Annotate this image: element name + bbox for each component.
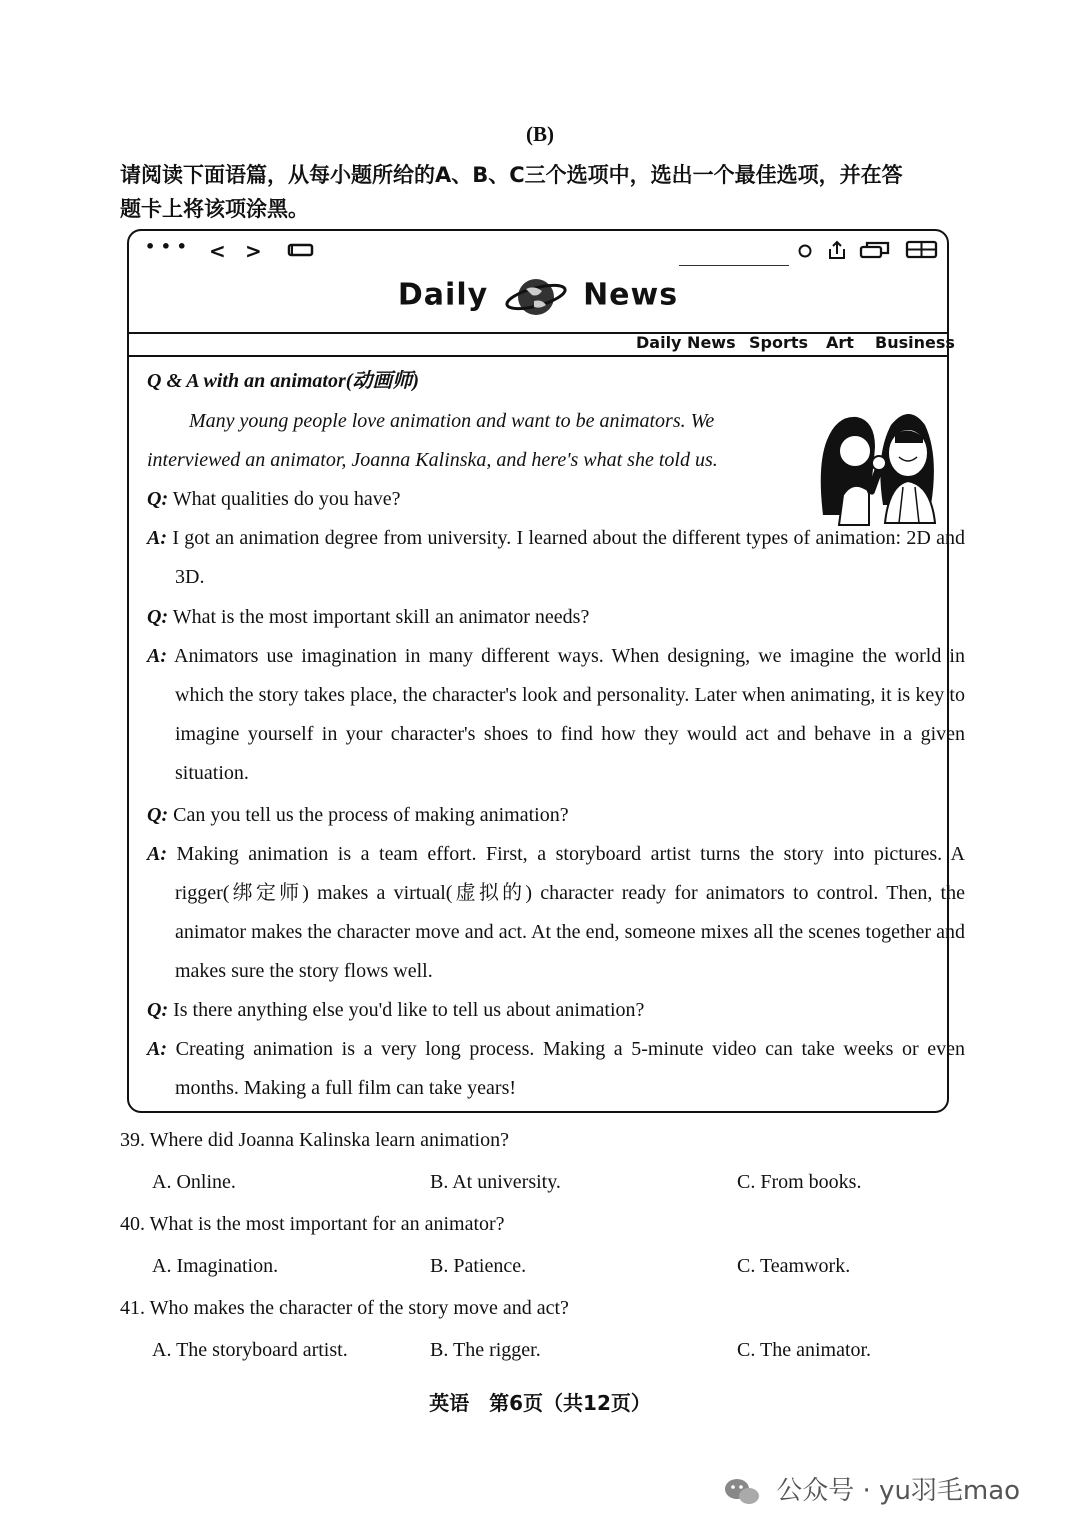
qa-text: I got an animation degree from university. I learned about the different types of animation: 2D and 3D.	[172, 527, 966, 588]
qa-item: Q: What qualities do you have?	[147, 488, 401, 510]
q41-option-c[interactable]: C. The animator.	[737, 1339, 872, 1361]
nav-sports[interactable]: Sports	[749, 333, 809, 352]
qa-text: What is the most important skill an animator needs?	[172, 606, 590, 628]
q41-option-a[interactable]: A. The storyboard artist.	[152, 1339, 348, 1361]
tabs-overview-icon[interactable]	[859, 240, 891, 260]
address-bar[interactable]	[679, 265, 789, 266]
logo-text-news: News	[583, 277, 679, 313]
q40-option-a[interactable]: A. Imagination.	[152, 1255, 279, 1277]
more-menu-icon[interactable]: • • •	[145, 237, 187, 256]
forward-button[interactable]: >	[245, 239, 262, 263]
logo-text-daily: Daily	[397, 277, 489, 313]
qa-item: A: I got an animation degree from university. I learned about the different types of animation: 2D and 3D.	[147, 527, 966, 588]
wechat-icon	[722, 1476, 762, 1508]
browser-window	[127, 229, 966, 1113]
share-icon[interactable]	[826, 239, 848, 261]
article-intro-line-2: interviewed an animator, Joanna Kalinska, and here's what she told us.	[147, 449, 718, 471]
qa-text: Making animation is a team effort. First, a storyboard artist turns the story into pictures. A rigger(绑定师) makes a virtual(虚拟的) character ready for animators to control. Then, the animator makes the character move and act. At the end, someone mixes all the scenes together and makes sure the story flows well.	[175, 843, 965, 982]
circle-icon[interactable]	[797, 243, 813, 259]
watermark	[722, 1470, 1020, 1508]
q40-option-b[interactable]: B. Patience.	[430, 1255, 527, 1277]
q39-option-a[interactable]: A. Online.	[152, 1171, 236, 1193]
qa-item: Q: Is there anything else you'd like to tell us about animation?	[147, 999, 645, 1021]
instruction-line-2: 题卡上将该项涂黑。	[120, 197, 309, 221]
article-intro-line-1: Many young people love animation and want to be animators. We	[189, 410, 715, 432]
grid-icon[interactable]	[905, 240, 939, 260]
section-label: (B)	[526, 122, 554, 146]
globe-logo-icon	[504, 273, 568, 319]
qa-text: Animators use imagination in many different ways. When designing, we imagine the world in which the story takes place, the character's look and personality. Later when animating, it is key to imagine yourself in your character's shoes to find how they would act and behave in a given situation.	[174, 645, 965, 784]
tab-icon[interactable]	[287, 242, 315, 258]
qa-text: What qualities do you have?	[172, 488, 401, 510]
nav-art[interactable]: Art	[826, 333, 854, 352]
site-logo[interactable]	[129, 273, 947, 319]
qa-text: Can you tell us the process of making animation?	[173, 804, 569, 826]
qa-item: Q: Can you tell us the process of making animation?	[147, 804, 569, 826]
instruction-line-1: 请阅读下面语篇，从每小题所给的A、B、C三个选项中，选出一个最佳选项，并在答	[120, 163, 903, 187]
qa-text: Creating animation is a very long process. Making a 5-minute video can take weeks or even months. Making a full film can take years!	[175, 1038, 965, 1099]
nav-daily-news[interactable]: Daily News	[636, 333, 736, 352]
interview-illustration	[813, 395, 941, 527]
qa-item: A: Animators use imagination in many different ways. When designing, we imagine the world in which the story takes place, the character's look and personality. Later when animating, it is key to imagine yourself in your character's shoes to find how they would act and behave in a given situation.	[147, 645, 965, 784]
question-39: 39. Where did Joanna Kalinska learn animation?	[120, 1129, 509, 1151]
page-footer: 英语 第6页（共12页）	[429, 1391, 651, 1415]
qa-text: Is there anything else you'd like to tell us about animation?	[173, 999, 645, 1021]
header-divider	[129, 332, 947, 334]
nav-divider	[129, 355, 947, 357]
back-button[interactable]: <	[209, 239, 226, 263]
q41-option-b[interactable]: B. The rigger.	[430, 1339, 541, 1361]
watermark-text: 公众号 · yu羽毛mao	[776, 1476, 1021, 1506]
q39-option-c[interactable]: C. From books.	[737, 1171, 862, 1193]
article-title: Q & A with an animator(动画师)	[147, 370, 420, 392]
qa-item: A: Making animation is a team effort. First, a storyboard artist turns the story into pictures. A rigger(绑定师) makes a virtual(虚拟的) character ready for animators to control. Then, the animator makes the character move and act. At the end, someone mixes all the scenes together and makes sure the story flows well.	[147, 843, 965, 982]
q40-option-c[interactable]: C. Teamwork.	[737, 1255, 851, 1277]
question-41: 41. Who makes the character of the story move and act?	[120, 1297, 569, 1319]
qa-item: A: Creating animation is a very long process. Making a 5-minute video can take weeks or even months. Making a full film can take years!	[147, 1038, 965, 1099]
nav-business[interactable]: Business	[875, 333, 955, 352]
question-40: 40. What is the most important for an animator?	[120, 1213, 505, 1235]
qa-item: Q: What is the most important skill an animator needs?	[147, 606, 590, 628]
q39-option-b[interactable]: B. At university.	[430, 1171, 561, 1193]
